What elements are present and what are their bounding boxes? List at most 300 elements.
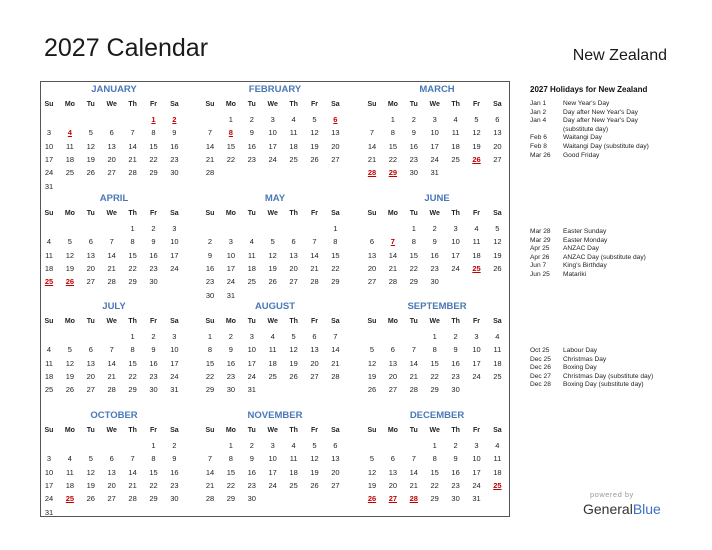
- holiday-day-cell: 29: [388, 168, 398, 178]
- holiday-name: (substitute day): [563, 125, 609, 133]
- holiday-name: Boxing Day (substitute day): [563, 381, 644, 389]
- day-cell: 30: [226, 385, 236, 395]
- day-cell: 19: [310, 141, 319, 151]
- day-cell: 31: [247, 385, 256, 395]
- holiday-day-cell: 2: [172, 115, 177, 124]
- day-cell: 16: [149, 358, 158, 368]
- day-cell: 19: [472, 141, 481, 151]
- day-cell: 26: [65, 385, 75, 395]
- day-cell: 8: [333, 237, 338, 247]
- day-cell: 28: [128, 168, 137, 178]
- day-cell: 18: [44, 371, 54, 381]
- day-cell: 3: [474, 332, 479, 341]
- holiday-date: Mar 29: [530, 236, 551, 244]
- day-cell: 30: [170, 168, 179, 178]
- day-cell: 27: [86, 277, 95, 287]
- day-cell: 12: [289, 345, 298, 355]
- weekday-label: Su: [44, 318, 54, 325]
- day-cell: 10: [44, 467, 54, 477]
- day-cell: 8: [228, 454, 233, 464]
- day-cell: 23: [170, 154, 179, 164]
- day-cell: 16: [247, 141, 256, 151]
- holiday-name: Christmas Day: [563, 355, 607, 363]
- day-cell: 20: [388, 371, 398, 381]
- day-cell: 4: [453, 115, 458, 124]
- day-cell: 14: [367, 141, 377, 151]
- day-cell: 16: [409, 141, 418, 151]
- day-cell: 5: [474, 115, 479, 124]
- day-cell: 23: [205, 277, 215, 287]
- day-cell: 11: [65, 141, 74, 151]
- weekday-label: Su: [205, 318, 215, 325]
- day-cell: 23: [226, 371, 236, 381]
- weekday-label: Th: [289, 318, 298, 325]
- day-cell: 28: [107, 385, 116, 395]
- weekday-label: Su: [44, 101, 54, 108]
- day-cell: 22: [149, 154, 158, 164]
- holiday-date: Mar 26: [530, 151, 551, 159]
- day-cell: 4: [495, 332, 500, 341]
- day-cell: 2: [207, 237, 213, 247]
- day-cell: 4: [495, 441, 500, 450]
- day-cell: 9: [151, 237, 156, 247]
- day-cell: 19: [86, 480, 95, 490]
- day-cell: 7: [109, 237, 114, 247]
- weekday-label: Tu: [409, 318, 418, 325]
- day-cell: 8: [432, 454, 437, 464]
- day-cell: 8: [207, 345, 213, 355]
- day-cell: 5: [88, 454, 93, 464]
- day-cell: 12: [65, 250, 75, 260]
- day-cell: 8: [130, 237, 135, 247]
- day-cell: 28: [331, 371, 340, 381]
- holiday-date: Jan 4: [530, 117, 547, 125]
- day-cell: 2: [151, 224, 156, 233]
- day-cell: 14: [388, 250, 398, 260]
- day-cell: 25: [65, 168, 75, 178]
- day-cell: 7: [411, 345, 416, 355]
- day-cell: 22: [205, 371, 215, 381]
- day-cell: 24: [247, 371, 256, 381]
- day-cell: 25: [44, 385, 54, 395]
- day-cell: 11: [493, 345, 502, 355]
- weekday-label: Mo: [387, 427, 398, 434]
- day-cell: 18: [472, 250, 481, 260]
- page-title: 2027 Calendar: [44, 34, 209, 62]
- day-cell: 28: [409, 385, 418, 395]
- weekday-label: Tu: [247, 210, 256, 217]
- holiday-name: King's Birthday: [563, 262, 607, 270]
- weekday-label: Tu: [247, 101, 256, 108]
- day-cell: 6: [390, 454, 395, 464]
- weekday-label: Th: [289, 427, 298, 434]
- holiday-day-cell: 25: [65, 494, 75, 504]
- day-cell: 7: [130, 128, 135, 138]
- day-cell: 3: [270, 115, 275, 124]
- holiday-date: Dec 25: [530, 355, 551, 363]
- holiday-item: [530, 262, 607, 269]
- day-cell: 21: [331, 358, 340, 368]
- day-cell: 15: [226, 467, 236, 477]
- day-cell: 26: [268, 277, 277, 287]
- day-cell: 10: [451, 237, 460, 247]
- day-cell: 12: [493, 237, 502, 247]
- weekday-label: Su: [205, 427, 215, 434]
- weekday-label: Sa: [493, 210, 502, 217]
- day-cell: 16: [430, 250, 439, 260]
- holiday-date: Dec 26: [530, 364, 551, 372]
- weekday-label: Fr: [311, 210, 318, 217]
- day-cell: 22: [128, 263, 137, 273]
- day-cell: 21: [107, 263, 116, 273]
- holiday-date: Jun 25: [530, 271, 550, 278]
- day-cell: 5: [88, 128, 93, 138]
- day-cell: 5: [369, 454, 375, 464]
- weekday-label: We: [106, 318, 117, 325]
- day-cell: 22: [226, 154, 236, 164]
- day-cell: 24: [268, 480, 277, 490]
- weekday-label: Fr: [473, 210, 480, 217]
- day-cell: 2: [432, 224, 437, 233]
- month-name: NOVEMBER: [247, 410, 303, 421]
- day-cell: 19: [65, 263, 75, 273]
- day-cell: 6: [109, 454, 114, 464]
- day-cell: 23: [170, 480, 179, 490]
- day-cell: 30: [451, 494, 460, 504]
- weekday-label: Mo: [225, 318, 236, 325]
- day-cell: 14: [128, 467, 137, 477]
- day-cell: 16: [205, 263, 215, 273]
- holiday-item: [530, 245, 599, 252]
- day-cell: 17: [268, 467, 277, 477]
- weekday-label: Sa: [331, 101, 340, 108]
- holiday-date: Apr 25: [530, 245, 550, 253]
- day-cell: 24: [430, 154, 439, 164]
- holiday-name: Easter Sunday: [563, 228, 607, 235]
- holiday-item: [530, 271, 586, 278]
- weekday-label: Tu: [86, 427, 95, 434]
- day-cell: 17: [247, 358, 256, 368]
- day-cell: 29: [205, 385, 215, 395]
- day-cell: 2: [228, 332, 233, 341]
- day-cell: 14: [128, 141, 137, 151]
- day-cell: 28: [388, 277, 398, 287]
- day-cell: 9: [453, 454, 458, 464]
- day-cell: 9: [228, 345, 233, 355]
- holiday-name: Day after New Year's Day: [563, 108, 638, 116]
- day-cell: 17: [472, 467, 481, 477]
- weekday-label: We: [429, 210, 440, 217]
- day-cell: 9: [172, 454, 177, 464]
- day-cell: 14: [107, 250, 116, 260]
- holiday-item: [530, 134, 602, 141]
- day-cell: 20: [86, 263, 95, 273]
- day-cell: 21: [367, 154, 377, 164]
- day-cell: 18: [451, 141, 460, 151]
- holiday-day-cell: 26: [65, 277, 75, 287]
- day-cell: 22: [430, 371, 439, 381]
- powered-by-text: powered by: [590, 490, 634, 499]
- weekday-label: Th: [451, 210, 460, 217]
- day-cell: 14: [409, 467, 418, 477]
- day-cell: 7: [207, 454, 213, 464]
- day-cell: 3: [474, 441, 479, 450]
- day-cell: 7: [333, 332, 338, 341]
- weekday-label: Sa: [170, 318, 179, 325]
- holiday-date: Dec 27: [530, 372, 551, 380]
- day-cell: 26: [367, 385, 377, 395]
- day-cell: 17: [44, 154, 54, 164]
- weekday-label: Sa: [493, 427, 502, 434]
- day-cell: 29: [149, 494, 158, 504]
- day-cell: 30: [149, 277, 158, 287]
- month-name: JANUARY: [91, 84, 137, 95]
- day-cell: 13: [388, 467, 398, 477]
- day-cell: 27: [331, 480, 340, 490]
- day-cell: 19: [493, 250, 502, 260]
- day-cell: 24: [170, 371, 179, 381]
- day-cell: 19: [86, 154, 95, 164]
- day-cell: 27: [86, 385, 95, 395]
- holiday-item: [530, 100, 609, 107]
- day-cell: 29: [430, 385, 439, 395]
- day-cell: 31: [170, 385, 179, 395]
- day-cell: 9: [453, 345, 458, 355]
- weekday-label: Tu: [247, 427, 256, 434]
- day-cell: 28: [205, 494, 215, 504]
- holiday-date: Dec 28: [530, 381, 551, 389]
- day-cell: 4: [67, 454, 72, 464]
- day-cell: 2: [411, 115, 416, 124]
- holiday-date: Feb 8: [530, 143, 547, 150]
- weekday-label: Th: [128, 318, 137, 325]
- holiday-item: [530, 143, 649, 150]
- day-cell: 5: [270, 237, 275, 247]
- day-cell: 25: [247, 277, 256, 287]
- day-cell: 2: [249, 441, 254, 450]
- weekday-label: Fr: [311, 101, 318, 108]
- holiday-date: Jun 7: [530, 262, 547, 270]
- day-cell: 4: [249, 237, 254, 247]
- day-cell: 13: [331, 454, 340, 464]
- day-cell: 4: [291, 115, 296, 124]
- day-cell: 23: [149, 263, 158, 273]
- day-cell: 17: [226, 263, 236, 273]
- day-cell: 1: [390, 115, 395, 124]
- weekday-label: Su: [205, 210, 215, 217]
- holiday-item: [530, 126, 608, 133]
- day-cell: 27: [289, 277, 298, 287]
- day-cell: 15: [128, 358, 137, 368]
- day-cell: 20: [310, 358, 319, 368]
- day-cell: 19: [289, 358, 298, 368]
- day-cell: 22: [331, 263, 340, 273]
- weekday-label: Th: [128, 210, 137, 217]
- day-cell: 16: [451, 467, 460, 477]
- day-cell: 28: [205, 168, 215, 178]
- day-cell: 29: [430, 494, 439, 504]
- weekday-label: Tu: [247, 318, 256, 325]
- day-cell: 11: [289, 128, 298, 138]
- day-cell: 19: [65, 371, 75, 381]
- weekday-label: Tu: [86, 318, 95, 325]
- day-cell: 6: [88, 237, 93, 247]
- day-cell: 3: [228, 237, 233, 247]
- day-cell: 13: [310, 345, 319, 355]
- day-cell: 15: [430, 467, 439, 477]
- day-cell: 5: [67, 237, 72, 247]
- weekday-label: Th: [451, 101, 460, 108]
- weekday-label: We: [106, 210, 117, 217]
- day-cell: 21: [388, 263, 398, 273]
- day-cell: 20: [107, 480, 116, 490]
- day-cell: 1: [432, 441, 437, 450]
- day-cell: 13: [107, 467, 116, 477]
- day-cell: 5: [312, 115, 317, 124]
- weekday-label: Mo: [225, 210, 236, 217]
- weekday-label: Th: [128, 101, 137, 108]
- day-cell: 11: [45, 250, 53, 260]
- day-cell: 15: [409, 250, 418, 260]
- day-cell: 1: [333, 224, 338, 233]
- day-cell: 18: [289, 141, 298, 151]
- day-cell: 5: [67, 345, 72, 355]
- day-cell: 9: [207, 250, 213, 260]
- weekday-label: Su: [367, 318, 377, 325]
- day-cell: 4: [474, 224, 479, 233]
- day-cell: 13: [367, 250, 377, 260]
- day-cell: 18: [493, 467, 502, 477]
- weekday-label: Su: [367, 427, 377, 434]
- day-cell: 9: [432, 237, 437, 247]
- day-cell: 19: [268, 263, 277, 273]
- day-cell: 30: [451, 385, 460, 395]
- month-name: OCTOBER: [90, 410, 138, 421]
- weekday-label: Fr: [473, 101, 480, 108]
- day-cell: 23: [451, 371, 460, 381]
- holiday-item: [530, 228, 606, 235]
- day-cell: 6: [312, 332, 317, 341]
- day-cell: 24: [170, 263, 179, 273]
- month-name: JULY: [102, 301, 126, 312]
- holiday-day-cell: 26: [367, 494, 377, 504]
- day-cell: 31: [430, 168, 439, 178]
- weekday-label: We: [429, 427, 440, 434]
- day-cell: 27: [331, 154, 340, 164]
- weekday-label: Su: [44, 427, 54, 434]
- day-cell: 8: [151, 454, 156, 464]
- month-name: SEPTEMBER: [407, 301, 467, 312]
- day-cell: 17: [170, 358, 179, 368]
- day-cell: 5: [291, 332, 296, 341]
- holiday-day-cell: 28: [409, 494, 418, 504]
- day-cell: 24: [44, 494, 54, 504]
- weekday-label: Fr: [150, 101, 157, 108]
- day-cell: 16: [451, 358, 460, 368]
- day-cell: 22: [388, 154, 398, 164]
- day-cell: 29: [128, 277, 137, 287]
- holiday-day-cell: 1: [151, 115, 156, 124]
- day-cell: 30: [205, 290, 215, 300]
- day-cell: 20: [289, 263, 298, 273]
- weekday-label: Mo: [387, 210, 398, 217]
- holiday-date: Apr 26: [530, 253, 550, 261]
- holiday-item: [530, 237, 607, 244]
- day-cell: 30: [170, 494, 179, 504]
- day-cell: 26: [310, 480, 319, 490]
- day-cell: 26: [310, 154, 319, 164]
- month-name: APRIL: [99, 193, 129, 204]
- day-cell: 7: [369, 128, 375, 138]
- day-cell: 18: [44, 263, 54, 273]
- day-cell: 28: [310, 277, 319, 287]
- day-cell: 13: [388, 358, 398, 368]
- day-cell: 30: [247, 494, 256, 504]
- day-cell: 3: [249, 332, 254, 341]
- weekday-label: Fr: [473, 318, 480, 325]
- weekday-label: Tu: [409, 427, 418, 434]
- day-cell: 3: [432, 115, 437, 124]
- month-name: AUGUST: [254, 301, 296, 312]
- day-cell: 21: [205, 154, 215, 164]
- day-cell: 24: [472, 371, 481, 381]
- day-cell: 18: [493, 358, 502, 368]
- weekday-label: We: [429, 318, 440, 325]
- day-cell: 31: [226, 290, 236, 300]
- weekday-label: Sa: [170, 101, 179, 108]
- weekday-label: Su: [44, 210, 54, 217]
- day-cell: 17: [451, 250, 460, 260]
- day-cell: 13: [289, 250, 298, 260]
- day-cell: 27: [493, 154, 502, 164]
- generalblue-logo[interactable]: [583, 501, 661, 517]
- day-cell: 5: [312, 441, 317, 450]
- day-cell: 15: [205, 358, 215, 368]
- day-cell: 27: [107, 168, 116, 178]
- weekday-label: We: [267, 427, 278, 434]
- day-cell: 1: [228, 115, 233, 124]
- day-cell: 10: [247, 345, 256, 355]
- day-cell: 31: [44, 507, 54, 517]
- day-cell: 1: [411, 224, 416, 233]
- day-cell: 25: [289, 154, 298, 164]
- day-cell: 27: [388, 385, 398, 395]
- weekday-label: Th: [128, 427, 137, 434]
- holiday-item: [530, 356, 606, 363]
- day-cell: 23: [409, 154, 418, 164]
- day-cell: 22: [149, 480, 158, 490]
- day-cell: 7: [207, 128, 213, 138]
- weekday-label: Sa: [493, 318, 502, 325]
- day-cell: 26: [289, 371, 298, 381]
- day-cell: 10: [430, 128, 439, 138]
- day-cell: 13: [107, 141, 116, 151]
- day-cell: 11: [247, 250, 256, 260]
- day-cell: 6: [88, 345, 93, 355]
- month-name: MARCH: [419, 84, 455, 95]
- day-cell: 4: [270, 332, 275, 341]
- day-cell: 3: [46, 128, 52, 138]
- day-cell: 6: [333, 441, 338, 450]
- weekday-label: Sa: [170, 210, 179, 217]
- holiday-name: Waitangi Day (substitute day): [563, 143, 649, 150]
- day-cell: 22: [226, 480, 236, 490]
- holiday-item: [530, 364, 597, 371]
- holiday-date: Oct 25: [530, 347, 550, 354]
- day-cell: 10: [268, 128, 277, 138]
- day-cell: 15: [226, 141, 236, 151]
- day-cell: 15: [128, 250, 137, 260]
